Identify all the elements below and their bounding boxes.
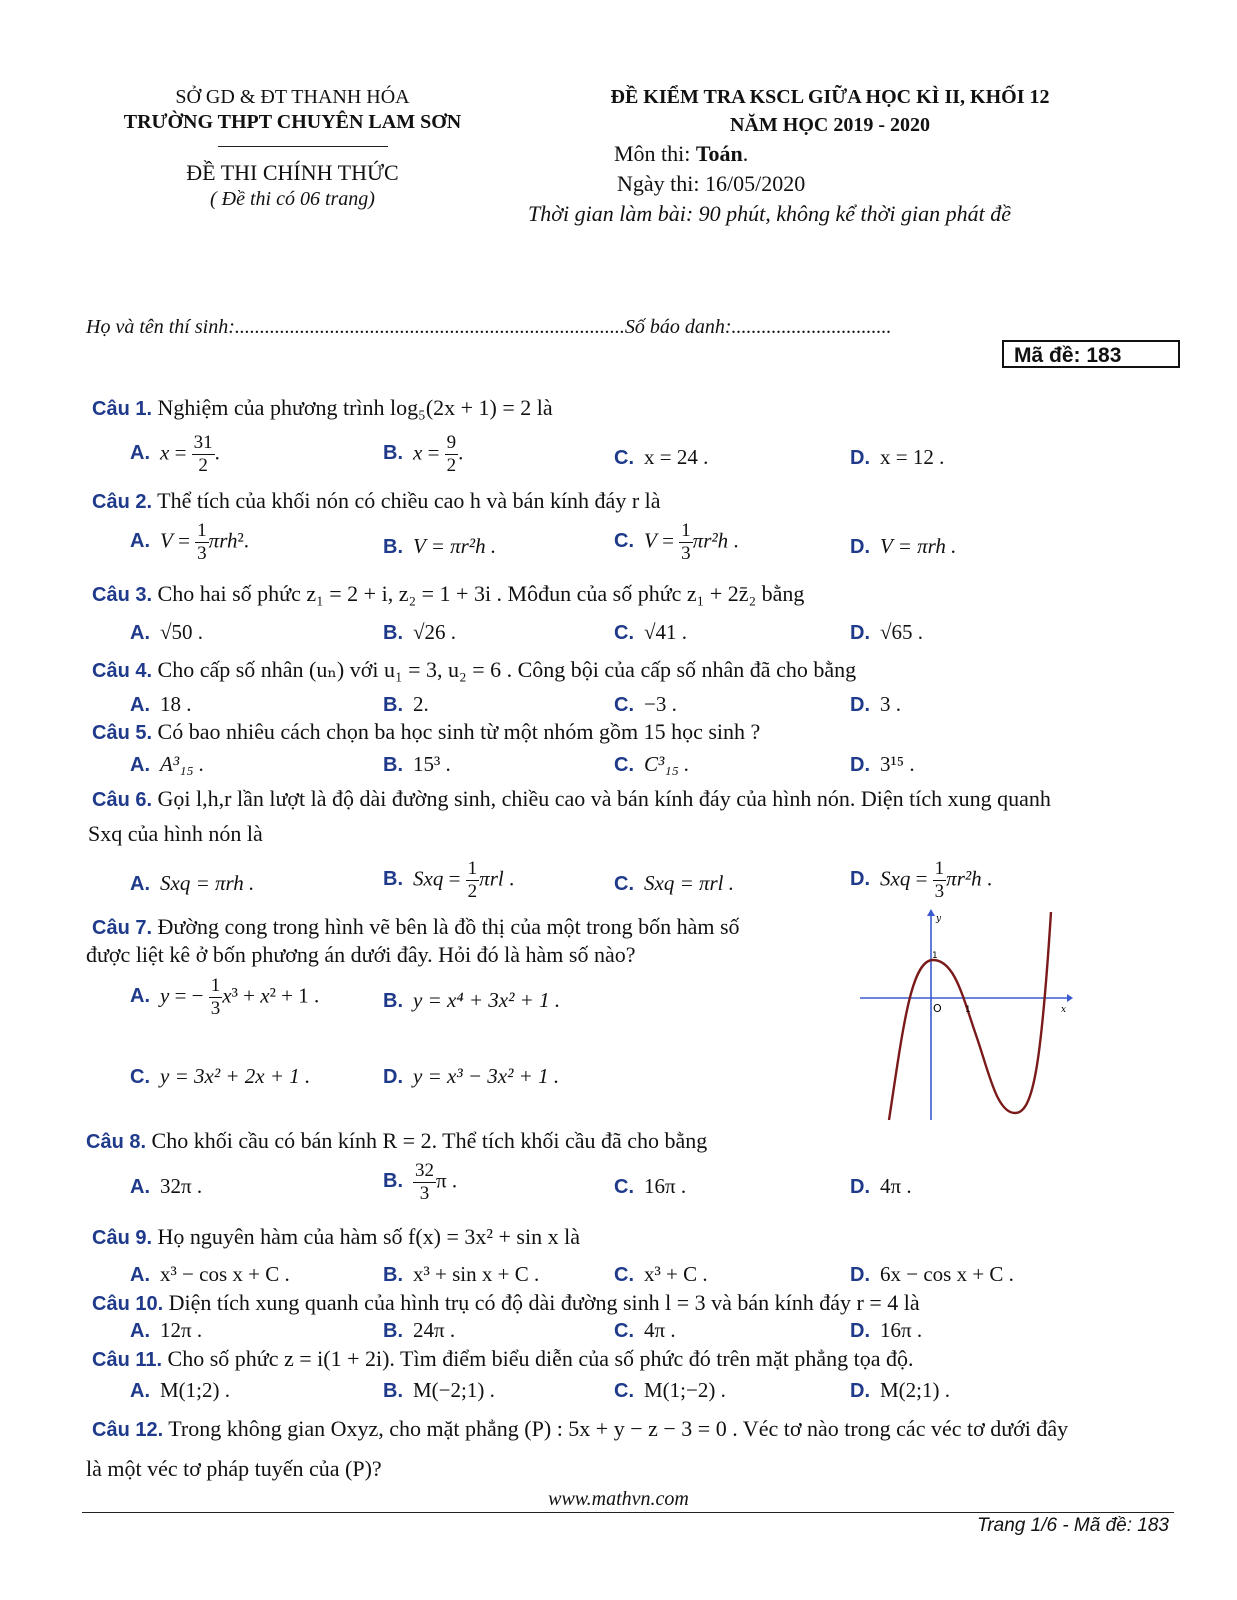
q2-option-b[interactable]: B. V = πr²h . [383, 534, 497, 558]
question-7: Câu 7. Đường cong trong hình vẽ bên là đồ thị của một trong bốn hàm số [92, 914, 740, 939]
subject-name: Toán [695, 141, 743, 166]
question-4: Câu 4. Cho cấp số nhân (uₙ) với u₁ = 3, u₂ = 6 . Công bội của cấp số nhân đã cho bằng [92, 657, 857, 682]
q3-option-c[interactable]: C. √41 . [614, 620, 688, 644]
q7-option-d[interactable]: D. y = x³ − 3x² + 1 . [383, 1064, 560, 1088]
school-year: NĂM HỌC 2019 - 2020 [730, 114, 930, 136]
q4-option-d[interactable]: D. 3 . [850, 692, 901, 716]
exam-code-box: Mã đề: 183 [1002, 340, 1180, 368]
q5-option-c[interactable]: C. C³₁₅ . [614, 752, 690, 776]
q5-option-d[interactable]: D. 3¹⁵ . [850, 752, 915, 776]
q3-option-d[interactable]: D. √65 . [850, 620, 924, 644]
q1-option-a[interactable]: A. x = $\frac{31}{2}$ . [130, 432, 220, 476]
pages-note: ( Đề thi có 06 trang) [210, 188, 375, 210]
x-axis-label: x [1061, 1005, 1067, 1015]
department-name: SỞ GD & ĐT THANH HÓA [175, 86, 410, 108]
q2-option-c[interactable]: C. V = $\frac{1}{3}$ πr²h . [614, 520, 739, 564]
q1-option-d[interactable]: D. x = 12 . [850, 445, 945, 469]
y-tick-label: 1 [932, 951, 938, 961]
q10-option-c[interactable]: C. 4π . [614, 1318, 676, 1342]
q9-option-b[interactable]: B. x³ + sin x + C . [383, 1262, 540, 1286]
q9-option-d[interactable]: D. 6x − cos x + C . [850, 1262, 1014, 1286]
q9-option-a[interactable]: A. x³ − cos x + C . [130, 1262, 290, 1286]
question-6: Câu 6. Gọi l,h,r lần lượt là độ dài đường sinh, chiều cao và bán kính đáy của hình nón. Diện tích xung quanh [92, 786, 1051, 811]
subject-label: Môn thi: [614, 141, 691, 166]
time-limit: Thời gian làm bài: 90 phút, không kể thời gian phát đề [528, 201, 1012, 226]
question-10: Câu 10. Diện tích xung quanh của hình trụ có độ dài đường sinh l = 3 và bán kính đáy r = 4 là [92, 1290, 920, 1315]
candidate-line: Họ và tên thí sinh:..............................................................................Số báo danh:................................ [86, 316, 892, 338]
question-6-continued: Sxq của hình nón là [88, 821, 263, 846]
q10-option-d[interactable]: D. 16π . [850, 1318, 923, 1342]
question-8: Câu 8. Cho khối cầu có bán kính R = 2. Thể tích khối cầu đã cho bằng [86, 1128, 708, 1153]
q5-option-a[interactable]: A. A³₁₅ . [130, 752, 205, 776]
q7-option-b[interactable]: B. y = x⁴ + 3x² + 1 . [383, 988, 561, 1012]
q10-option-a[interactable]: A. 12π . [130, 1318, 203, 1342]
q7-option-a[interactable]: A. y = − $\frac{1}{3}$ x³ + x² + 1 . [130, 975, 320, 1019]
q6-option-b[interactable]: B. Sxq = $\frac{1}{2}$ πrl . [383, 858, 515, 902]
footer-divider [82, 1512, 1174, 1513]
question-1 [92, 395, 553, 421]
question-12-continued: là một véc tơ pháp tuyến của (P)? [86, 1456, 382, 1481]
q11-option-c[interactable]: C. M(1;−2) . [614, 1378, 726, 1402]
q8-option-a[interactable]: A. 32π . [130, 1174, 203, 1198]
subject-line: Môn thi: Toán. [614, 141, 749, 166]
q4-option-c[interactable]: C. −3 . [614, 692, 677, 716]
question-11: Câu 11. Cho số phức z = i(1 + 2i). Tìm điểm biểu diễn của số phức đó trên mặt phẳng tọa độ. [92, 1346, 914, 1371]
q11-option-d[interactable]: D. M(2;1) . [850, 1378, 950, 1402]
q8-option-c[interactable]: C. 16π . [614, 1174, 687, 1198]
cubic-graph-svg [855, 908, 1075, 1126]
cubic-curve [889, 912, 1051, 1120]
origin-label: O [933, 1002, 942, 1015]
question-7-continued: được liệt kê ở bốn phương án dưới đây. Hỏi đó là hàm số nào? [86, 942, 636, 967]
q11-option-a[interactable]: A. M(1;2) . [130, 1378, 230, 1402]
q10-option-b[interactable]: B. 24π . [383, 1318, 456, 1342]
question-9: Câu 9. Họ nguyên hàm của hàm số f(x) = 3x² + sin x là [92, 1224, 580, 1249]
q4-option-b[interactable]: B. 2. [383, 692, 429, 716]
q3-option-a[interactable]: A. √50 . [130, 620, 204, 644]
question-12: Câu 12. Trong không gian Oxyz, cho mặt phẳng (P) : 5x + y − z − 3 = 0 . Véc tơ nào trong các véc tơ dưới đây [92, 1416, 1069, 1441]
q5-option-b[interactable]: B. 15³ . [383, 752, 451, 776]
y-axis-label: y [936, 914, 942, 924]
page-indicator: Trang 1/6 - Mã đề: 183 [977, 1515, 1169, 1536]
function-graph [855, 908, 1075, 1126]
q6-option-d[interactable]: D. Sxq = $\frac{1}{3}$ πr²h . [850, 858, 993, 902]
q4-option-a[interactable]: A. 18 . [130, 692, 192, 716]
q7-option-c[interactable]: C. y = 3x² + 2x + 1 . [130, 1064, 311, 1088]
y-axis-arrow [927, 909, 935, 916]
q8-option-b[interactable]: B. $\frac{32}{3}$ π . [383, 1160, 458, 1204]
question-2: Câu 2. Thể tích của khối nón có chiều cao h và bán kính đáy r là [92, 488, 661, 513]
header-divider [218, 146, 388, 147]
q3-option-b[interactable]: B. √26 . [383, 620, 457, 644]
q8-option-d[interactable]: D. 4π . [850, 1174, 912, 1198]
x-axis-arrow [1067, 994, 1073, 1002]
q11-option-b[interactable]: B. M(−2;1) . [383, 1378, 495, 1402]
question-3: Câu 3. Cho hai số phức z₁ = 2 + i, z₂ = 1 + 3i . Môđun của số phức z₁ + 2z̄₂ bằng [92, 581, 805, 606]
question-text: Nghiệm của phương trình log₅(2x + 1) = 2 là [157, 395, 553, 420]
exam-date: Ngày thi: 16/05/2020 [617, 171, 806, 196]
q2-option-a[interactable]: A. V = $\frac{1}{3}$ πrh². [130, 520, 250, 564]
question-number: Câu 1. [92, 398, 153, 420]
q1-option-b[interactable]: B. x = $\frac{9}{2}$ . [383, 432, 464, 476]
school-name: TRƯỜNG THPT CHUYÊN LAM SƠN [123, 111, 462, 133]
x-tick-label: 1 [965, 1005, 971, 1015]
q6-option-c[interactable]: C. Sxq = πrl . [614, 871, 735, 895]
q6-option-a[interactable]: A. Sxq = πrh . [130, 871, 255, 895]
question-5: Câu 5. Có bao nhiêu cách chọn ba học sinh từ một nhóm gồm 15 học sinh ? [92, 719, 761, 744]
footer-website[interactable]: www.mathvn.com [548, 1488, 689, 1510]
official-label: ĐỀ THI CHÍNH THỨC [186, 160, 399, 185]
q1-option-c[interactable]: C. x = 24 . [614, 445, 709, 469]
q9-option-c[interactable]: C. x³ + C . [614, 1262, 708, 1286]
exam-title: ĐỀ KIỂM TRA KSCL GIỮA HỌC KÌ II, KHỐI 12 [610, 86, 1050, 108]
q2-option-d[interactable]: D. V = πrh . [850, 534, 957, 558]
